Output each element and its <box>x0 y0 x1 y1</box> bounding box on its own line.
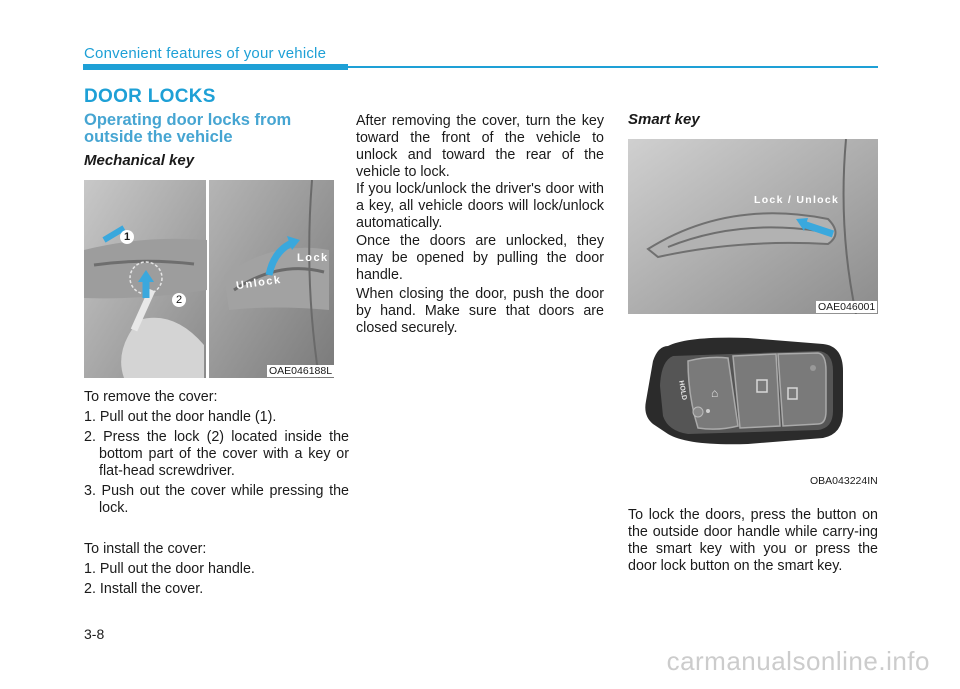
install-step-2: 2. Install the cover. <box>84 581 204 597</box>
image-code: OAE046188L <box>269 365 333 377</box>
remove-step-3: 3. Push out the cover while pressing the lock. <box>84 483 349 516</box>
install-cover-title: To install the cover: <box>84 541 207 557</box>
header-rule-thin <box>348 66 878 68</box>
remove-step-2: 2. Press the lock (2) located inside the bottom part of the cover with a key or flat-head screwdriver. <box>84 429 349 479</box>
door-handle-illustration <box>84 180 334 378</box>
mechanical-key-illustration <box>84 180 334 378</box>
smart-key-paragraph: To lock the doors, press the button on the outside door handle while carry-ing the smart key with you or press the door lock button on the smart key. <box>628 507 878 574</box>
page-number: 3-8 <box>84 626 105 642</box>
paragraph-2: If you lock/unlock the driver's door with a key, all vehicle doors will lock/unlock automatically. <box>356 181 604 231</box>
remove-step-1: 1. Pull out the door handle (1). <box>84 409 277 425</box>
lock-unlock-label: Lock / Unlock <box>754 194 840 206</box>
subsection-title: Operating door locks from outside the vehicle <box>84 111 292 146</box>
watermark: carmanualsonline.info <box>666 646 930 676</box>
hold-label: HOLD <box>677 380 688 401</box>
running-header: Convenient features of your vehicle <box>84 45 327 62</box>
paragraph-4: When closing the door, push the door by hand. Make sure that doors are closed securely. <box>356 286 604 336</box>
smart-key-fob-illustration <box>628 316 878 488</box>
remove-cover-title: To remove the cover: <box>84 389 218 405</box>
image1-code: OAE046001 <box>818 301 876 313</box>
door-handle-button-illustration <box>628 139 878 314</box>
mechanical-key-heading: Mechanical key <box>84 152 195 169</box>
outside-handle-illustration <box>628 139 878 314</box>
header-rule-thick <box>83 64 348 70</box>
section-title: DOOR LOCKS <box>84 86 216 107</box>
smart-key-heading: Smart key <box>628 111 700 128</box>
smart-key-fob <box>628 316 878 488</box>
install-step-1: 1. Pull out the door handle. <box>84 561 255 577</box>
callout-1: 1 <box>120 230 134 244</box>
image2-code: OBA043224IN <box>810 475 878 487</box>
trunk-icon: ⌂ <box>711 386 719 400</box>
unlock-label: Unlock <box>235 273 283 293</box>
lock-label: Lock <box>297 252 329 264</box>
callout-2: 2 <box>172 293 186 307</box>
paragraph-1: After removing the cover, turn the key toward the front of the vehicle to unlock and toward the rear of the vehicle to lock. <box>356 113 604 180</box>
paragraph-3: Once the doors are unlocked, they may be opened by pulling the door handle. <box>356 233 604 283</box>
